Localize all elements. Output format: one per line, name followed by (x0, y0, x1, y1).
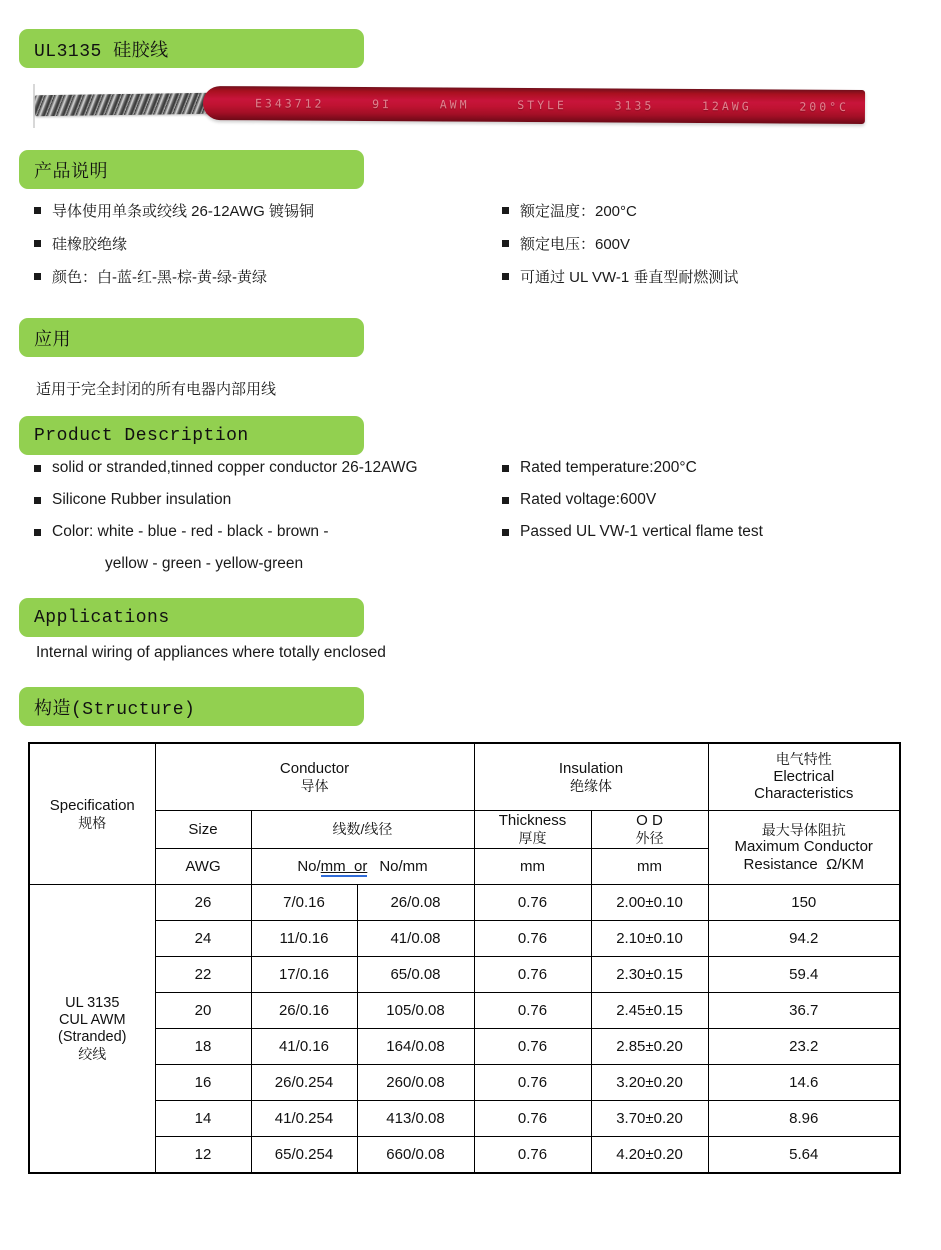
wire-print-token: AWM (439, 97, 470, 112)
cell-awg: 14 (155, 1101, 251, 1137)
header-line: Maximum Conductor (734, 838, 873, 856)
cell-thickness: 0.76 (474, 885, 591, 921)
header-cell-awg: AWG (155, 849, 251, 885)
list-item-text: Passed UL VW-1 vertical flame test (520, 523, 763, 540)
list-item (502, 484, 763, 516)
header-line: 规格 (78, 814, 107, 831)
cell-strands-a: 41/0.254 (251, 1101, 357, 1137)
table-row (29, 1137, 900, 1174)
bullet-marker (34, 465, 41, 472)
header-cell-strands: 线数/线径 (251, 811, 474, 849)
cell-strands-a: 7/0.16 (251, 885, 357, 921)
cell-strands-a: 41/0.16 (251, 1029, 357, 1065)
wire-print-token: STYLE (517, 97, 567, 113)
section-heading-label: Applications (34, 607, 170, 628)
table-row (29, 957, 900, 993)
spec-line: UL 3135 (65, 994, 120, 1011)
header-line: Specification (49, 796, 135, 814)
bullet-marker (502, 240, 509, 247)
table-row (29, 1029, 900, 1065)
section-heading-label: 产品说明 (34, 162, 108, 183)
wire-print-token: 9I (372, 97, 393, 112)
cell-awg: 18 (155, 1029, 251, 1065)
table-header-row-1 (29, 743, 900, 811)
wire-print-token: 200°C (799, 99, 850, 114)
cell-spec-series (29, 885, 155, 1174)
cell-thickness: 0.76 (474, 1101, 591, 1137)
header-line: Resistance Ω/KM (743, 855, 864, 873)
cell-thickness: 0.76 (474, 1065, 591, 1101)
table-row (29, 1065, 900, 1101)
header-cell-mm: mm (474, 849, 591, 885)
list-item (502, 260, 738, 293)
structure-spec-table (28, 742, 901, 1174)
cell-strands-b: 164/0.08 (357, 1029, 474, 1065)
spec-line: 绞线 (78, 1045, 107, 1062)
cell-od: 2.10±0.10 (591, 921, 708, 957)
list-item-text: 导体使用单条或绞线 26-12AWG 镀锡铜 (52, 203, 314, 220)
cell-strands-a: 17/0.16 (251, 957, 357, 993)
cell-resistance: 23.2 (708, 1029, 900, 1065)
wire-print-token: E343712 (254, 96, 325, 111)
section-header-cn-applications (19, 318, 364, 357)
list-item-text: Rated temperature:200°C (520, 459, 697, 476)
list-item (502, 516, 763, 548)
cell-thickness: 0.76 (474, 921, 591, 957)
cell-awg: 26 (155, 885, 251, 921)
table-row (29, 1101, 900, 1137)
header-cell-electrical (708, 743, 900, 811)
cell-resistance: 14.6 (708, 1065, 900, 1101)
cell-resistance: 5.64 (708, 1137, 900, 1174)
cell-awg: 16 (155, 1065, 251, 1101)
header-line: Insulation (558, 759, 624, 777)
header-cell-specification (29, 743, 155, 885)
cell-strands-b: 413/0.08 (357, 1101, 474, 1137)
header-cell-insulation (474, 743, 708, 811)
cn-applications-text: 适用于完全封闭的所有电器内部用线 (36, 381, 277, 398)
cell-awg: 24 (155, 921, 251, 957)
header-line: 导体 (300, 777, 329, 794)
list-item (502, 452, 763, 484)
list-item (34, 227, 314, 260)
table-row (29, 885, 900, 921)
list-item-text: 额定电压：600V (520, 236, 631, 253)
cell-od: 3.20±0.20 (591, 1065, 708, 1101)
header-text-part: No/ (297, 857, 321, 875)
section-heading-label: 构造(Structure) (34, 699, 196, 720)
list-item (34, 260, 314, 293)
header-cell-mm: mm (591, 849, 708, 885)
section-heading-label: 应用 (34, 330, 71, 351)
header-cell-resistance (708, 811, 900, 885)
bullet-marker (34, 529, 41, 536)
list-item-text: 颜色：白-蓝-红-黑-棕-黄-绿-黄绿 (52, 269, 267, 286)
header-line: 电气特性 (775, 751, 832, 768)
list-item (502, 227, 738, 260)
wire-print-token: 12AWG (701, 99, 752, 114)
list-item (34, 194, 314, 227)
header-line: 绝缘体 (570, 777, 612, 794)
header-cell-thickness (474, 811, 591, 849)
header-line: Electrical (773, 767, 835, 785)
list-item-text: 额定温度：200°C (520, 203, 637, 220)
cell-od: 2.00±0.10 (591, 885, 708, 921)
bullet-marker (502, 465, 509, 472)
header-line: Characteristics (754, 785, 854, 803)
cell-strands-b: 26/0.08 (357, 885, 474, 921)
cell-awg: 22 (155, 957, 251, 993)
list-item (34, 516, 418, 548)
list-item-text: 可通过 UL VW-1 垂直型耐燃测试 (520, 269, 739, 286)
cell-strands-b: 65/0.08 (357, 957, 474, 993)
cell-awg: 12 (155, 1137, 251, 1174)
header-line: O D (636, 812, 663, 830)
bullet-marker (502, 273, 509, 280)
bullet-marker (502, 529, 509, 536)
list-item-continuation (34, 548, 418, 580)
en-applications-text: Internal wiring of appliances where totally enclosed (36, 644, 386, 661)
table-header-row-2 (29, 811, 900, 849)
header-line: Conductor (279, 759, 350, 777)
header-line: 外径 (635, 830, 664, 847)
wire-stranded-conductor (35, 93, 211, 116)
section-heading-label: Product Description (34, 425, 249, 446)
bullet-marker (34, 207, 41, 214)
list-item (34, 452, 418, 484)
header-text-underlined: mm or (320, 857, 368, 875)
cell-resistance: 8.96 (708, 1101, 900, 1137)
cell-awg: 20 (155, 993, 251, 1029)
header-text-part: No/mm (379, 857, 428, 875)
bullet-marker (502, 497, 509, 504)
cell-strands-a: 65/0.254 (251, 1137, 357, 1174)
cell-resistance: 59.4 (708, 957, 900, 993)
header-cell-od (591, 811, 708, 849)
list-item (34, 484, 418, 516)
cell-od: 4.20±0.20 (591, 1137, 708, 1174)
list-item-text: Silicone Rubber insulation (52, 491, 232, 508)
header-line: Thickness (498, 812, 567, 830)
header-line: 最大导体阻抗 (761, 821, 846, 838)
spec-line: (Stranded) (57, 1028, 127, 1045)
wire-photo (35, 80, 865, 130)
bullet-marker (34, 497, 41, 504)
wire-print-token: 3135 (614, 98, 655, 113)
en-description-left-list (34, 452, 418, 580)
cell-strands-a: 11/0.16 (251, 921, 357, 957)
header-line: 厚度 (518, 830, 547, 847)
cell-thickness: 0.76 (474, 993, 591, 1029)
cell-od: 3.70±0.20 (591, 1101, 708, 1137)
en-description-right-list (502, 452, 763, 548)
cell-strands-b: 660/0.08 (357, 1137, 474, 1174)
section-header-en-description (19, 416, 364, 455)
table-row (29, 993, 900, 1029)
cn-description-right-list (502, 194, 738, 293)
section-header-en-applications (19, 598, 364, 637)
cell-strands-b: 41/0.08 (357, 921, 474, 957)
cell-resistance: 94.2 (708, 921, 900, 957)
cell-resistance: 150 (708, 885, 900, 921)
cell-resistance: 36.7 (708, 993, 900, 1029)
list-item-text: Color: white - blue - red - black - brown - (52, 523, 329, 540)
list-item (502, 194, 738, 227)
list-item-text: solid or stranded,tinned copper conductor 26-12AWG (52, 459, 418, 476)
list-item-text: Rated voltage:600V (520, 491, 657, 508)
cell-strands-a: 26/0.16 (251, 993, 357, 1029)
cell-strands-b: 260/0.08 (357, 1065, 474, 1101)
wire-print-marking (203, 86, 865, 124)
list-item-text: 硅橡胶绝缘 (52, 236, 128, 253)
cell-thickness: 0.76 (474, 1137, 591, 1174)
cell-strands-a: 26/0.254 (251, 1065, 357, 1101)
header-cell-no-mm (251, 849, 474, 885)
cell-od: 2.85±0.20 (591, 1029, 708, 1065)
page-title: UL3135 硅胶线 (34, 41, 169, 62)
table-row (29, 921, 900, 957)
cell-strands-b: 105/0.08 (357, 993, 474, 1029)
cell-thickness: 0.76 (474, 1029, 591, 1065)
cell-thickness: 0.76 (474, 957, 591, 993)
spec-line: CUL AWM (58, 1011, 126, 1028)
cn-description-left-list (34, 194, 314, 293)
section-header-structure (19, 687, 364, 726)
section-header-product-title (19, 29, 364, 68)
cell-od: 2.45±0.15 (591, 993, 708, 1029)
list-item-text: yellow - green - yellow-green (105, 555, 304, 572)
bullet-marker (34, 273, 41, 280)
cell-od: 2.30±0.15 (591, 957, 708, 993)
wire-red-insulation (203, 86, 865, 124)
header-cell-conductor (155, 743, 474, 811)
bullet-marker (502, 207, 509, 214)
bullet-marker (34, 240, 41, 247)
header-cell-size: Size (155, 811, 251, 849)
section-header-cn-description (19, 150, 364, 189)
